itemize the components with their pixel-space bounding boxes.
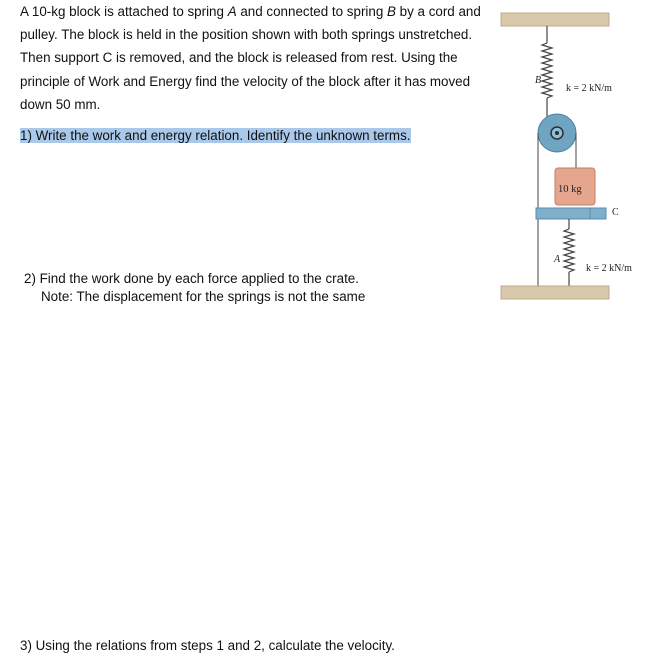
question-1-highlighted-text: 1) Write the work and energy relation. Identify the unknown terms. — [20, 128, 411, 143]
spring-pulley-figure — [498, 10, 655, 302]
spring-b-stiffness: k = 2 kN/m — [566, 83, 612, 94]
bottom-support — [501, 286, 609, 299]
spring-a — [564, 229, 574, 272]
question-3: 3) Using the relations from steps 1 and 2, calculate the velocity. — [20, 638, 395, 653]
spring-b-ref: B — [387, 4, 396, 19]
spring-b-label: B — [535, 75, 542, 86]
spring-a-label: A — [554, 254, 561, 265]
block-mass-label: 10 kg — [558, 184, 582, 195]
problem-line-2: pulley. The block is held in the position shown with both springs unstretched. — [20, 27, 473, 43]
support-c-label: C — [612, 207, 619, 218]
problem-line-4: principle of Work and Energy find the velocity of the block after it has moved — [20, 73, 471, 89]
spring-a-ref: A — [227, 4, 237, 19]
top-support — [501, 13, 609, 26]
figure-svg — [498, 10, 655, 302]
question-2-note: Note: The displacement for the springs is not the same — [41, 289, 366, 304]
problem-line-1: A 10-kg block is attached to spring A and connected to spring B by a cord and — [20, 4, 481, 19]
question-1 — [20, 127, 411, 145]
spring-b — [542, 43, 552, 98]
support-plate-c-right — [590, 208, 606, 219]
problem-line-3: Then support C is removed, and the block is released from rest. Using the — [20, 50, 458, 66]
spring-a-stiffness: k = 2 kN/m — [586, 263, 632, 274]
problem-statement — [20, 0, 490, 116]
question-2: 2) Find the work done by each force applied to the crate. — [24, 271, 359, 286]
problem-line-5: down 50 mm. — [20, 96, 101, 112]
